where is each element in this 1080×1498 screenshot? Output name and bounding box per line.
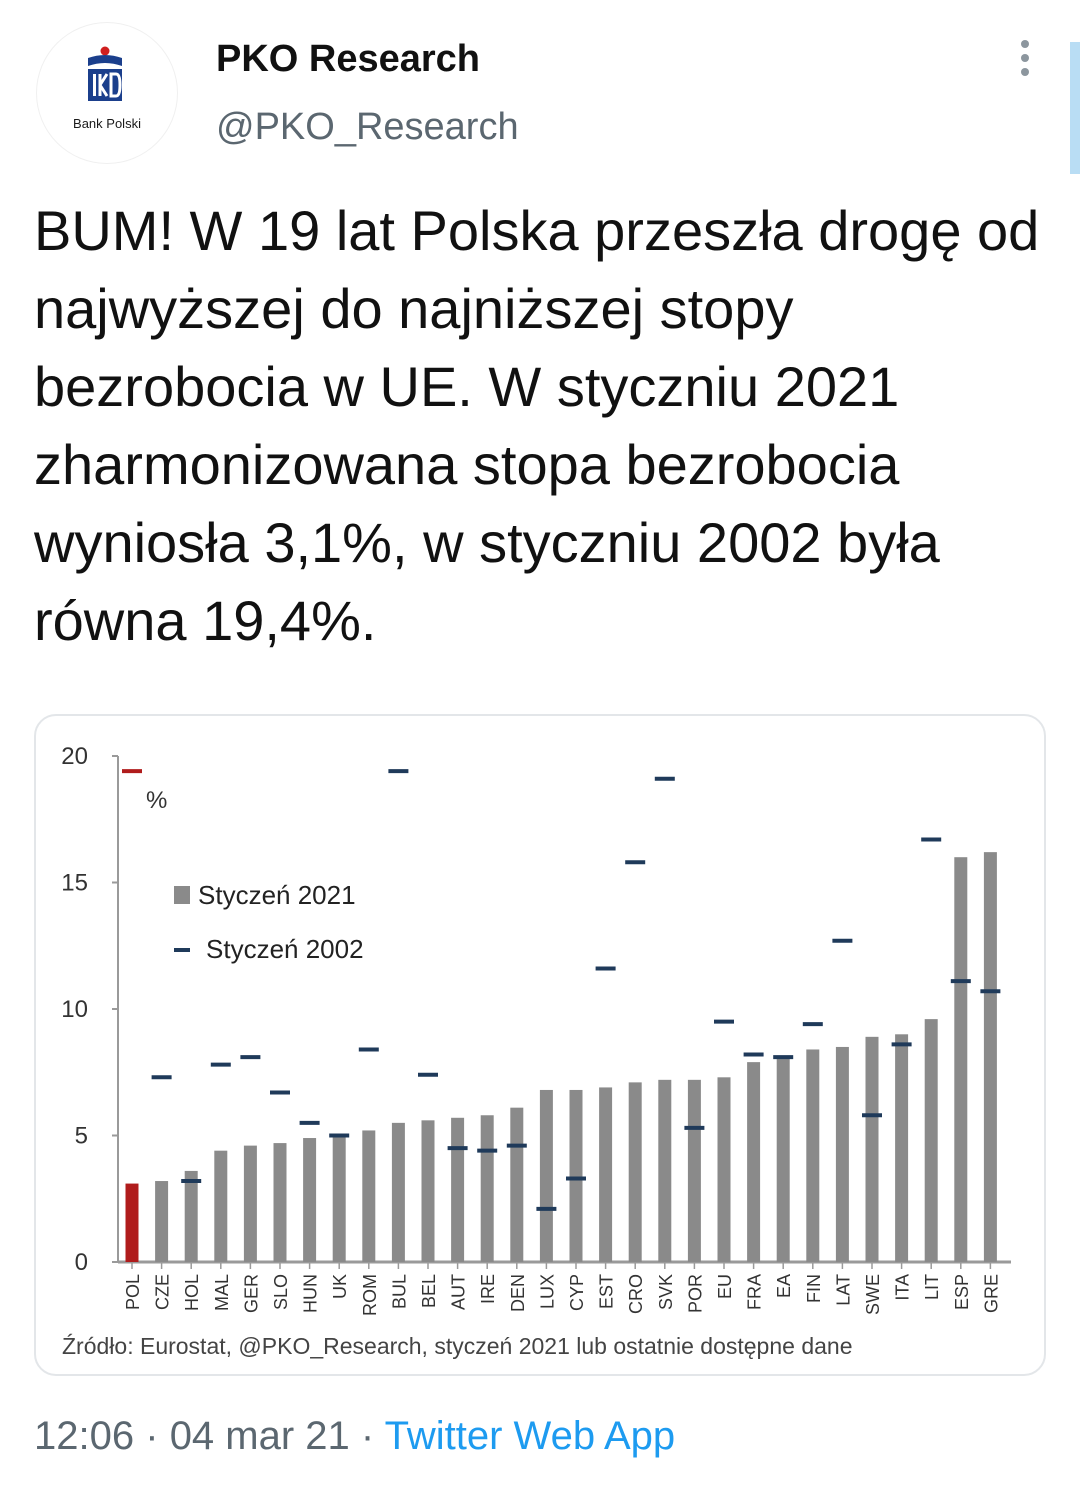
x-tick-label: POR xyxy=(685,1274,706,1314)
x-tick-label: BUL xyxy=(389,1274,410,1310)
bar-cze xyxy=(155,1181,168,1262)
author-handle[interactable]: @PKO_Research xyxy=(216,106,519,148)
bar-fin xyxy=(806,1049,819,1262)
bar-ire xyxy=(481,1115,494,1262)
bar-lit xyxy=(925,1019,938,1262)
x-tick-label: SLO xyxy=(271,1274,291,1311)
legend-swatch-2021 xyxy=(174,886,190,904)
x-tick-label: FIN xyxy=(803,1274,824,1303)
x-tick-label: UK xyxy=(330,1274,351,1300)
bar-cyp xyxy=(570,1090,583,1262)
x-tick-label: SVK xyxy=(655,1274,676,1311)
y-tick-label: 0 xyxy=(74,1249,88,1276)
x-tick-label: EA xyxy=(774,1274,795,1299)
x-tick-label: HOL xyxy=(182,1274,203,1312)
bar-lat xyxy=(836,1047,849,1262)
bar-pol xyxy=(126,1184,139,1262)
more-vertical-icon[interactable] xyxy=(1010,40,1040,84)
x-tick-label: CRO xyxy=(626,1274,647,1314)
footer-separator: · xyxy=(360,1414,375,1458)
bar-bul xyxy=(392,1123,405,1262)
x-tick-label: CYP xyxy=(567,1274,587,1312)
x-tick-label: ROM xyxy=(359,1274,380,1316)
x-tick-label: BEL xyxy=(419,1274,439,1309)
chart-image-card[interactable] xyxy=(34,714,1046,1376)
bar-ger xyxy=(244,1146,257,1262)
author-display-name[interactable]: PKO Research xyxy=(216,38,481,80)
footer-separator: · xyxy=(145,1414,159,1458)
bar-cro xyxy=(629,1082,642,1262)
bar-eu xyxy=(718,1077,731,1262)
bar-rom xyxy=(362,1130,375,1262)
tweet-date[interactable]: 04 mar 21 xyxy=(169,1414,350,1458)
bar-swe xyxy=(866,1037,879,1262)
bar-fra xyxy=(747,1062,760,1262)
bar-por xyxy=(688,1080,701,1262)
scrollbar-thumb[interactable] xyxy=(1070,42,1080,174)
avatar-text: Bank Polski xyxy=(73,116,141,131)
x-tick-label: ESP xyxy=(951,1274,972,1311)
bar-bel xyxy=(422,1120,435,1262)
tweet-header xyxy=(0,0,1080,180)
tweet-time[interactable]: 12:06 xyxy=(34,1414,135,1458)
x-tick-label: LUX xyxy=(537,1274,558,1310)
unemployment-chart xyxy=(36,716,1046,1376)
avatar[interactable] xyxy=(36,22,178,164)
legend-label-2021: Styczeń 2021 xyxy=(198,880,356,910)
y-tick-label: 10 xyxy=(61,996,88,1023)
chart-source-note: Źródło: Eurostat, @PKO_Research, styczeń 2021 lub ostatnie dostępne dane xyxy=(62,1333,853,1359)
x-tick-label: POL xyxy=(123,1274,143,1311)
x-tick-label: GRE xyxy=(981,1274,1002,1314)
y-tick-label: 5 xyxy=(74,1122,88,1150)
bar-gre xyxy=(984,852,997,1262)
x-tick-label: IRE xyxy=(478,1274,499,1305)
bar-esp xyxy=(954,857,967,1262)
tweet-source-app-link[interactable]: Twitter Web App xyxy=(384,1414,676,1458)
bar-uk xyxy=(333,1136,346,1263)
y-tick-label: 15 xyxy=(61,869,88,897)
bar-slo xyxy=(274,1143,287,1262)
bar-ita xyxy=(895,1034,908,1262)
x-tick-label: EU xyxy=(715,1274,735,1300)
bar-hol xyxy=(185,1171,198,1262)
bar-mal xyxy=(214,1151,227,1262)
x-tick-label: MAL xyxy=(211,1274,232,1312)
bar-den xyxy=(510,1108,523,1262)
pko-bank-polski-logo-icon xyxy=(36,22,178,164)
unit-label: % xyxy=(146,787,168,814)
x-tick-label: HUN xyxy=(300,1274,321,1313)
bar-aut xyxy=(451,1118,464,1262)
bar-lux xyxy=(540,1090,553,1262)
x-tick-label: DEN xyxy=(507,1274,528,1313)
y-tick-label: 20 xyxy=(61,743,88,770)
x-tick-label: ITA xyxy=(892,1274,913,1301)
x-tick-label: GER xyxy=(241,1274,262,1314)
x-tick-label: LAT xyxy=(833,1274,854,1306)
legend-label-2002: Styczeń 2002 xyxy=(206,934,364,964)
x-tick-label: AUT xyxy=(448,1274,469,1310)
bar-ea xyxy=(777,1057,790,1262)
x-tick-label: EST xyxy=(596,1274,617,1310)
bar-est xyxy=(599,1087,612,1262)
x-tick-label: CZE xyxy=(152,1274,173,1310)
bar-hun xyxy=(303,1138,316,1262)
x-tick-label: FRA xyxy=(744,1274,765,1310)
x-tick-label: LIT xyxy=(922,1274,943,1301)
bar-svk xyxy=(658,1080,671,1262)
tweet-footer xyxy=(34,1414,675,1459)
x-tick-label: SWE xyxy=(863,1274,883,1316)
tweet-text: BUM! W 19 lat Polska przeszła drogę od najwyższej do najniższej stopy bezrobocia w UE. W styczniu 2021 zharmonizowana stopa bezrobocia wyniosła 3,1%, w styczniu 2002 była równa 19,4%. xyxy=(34,199,1040,652)
